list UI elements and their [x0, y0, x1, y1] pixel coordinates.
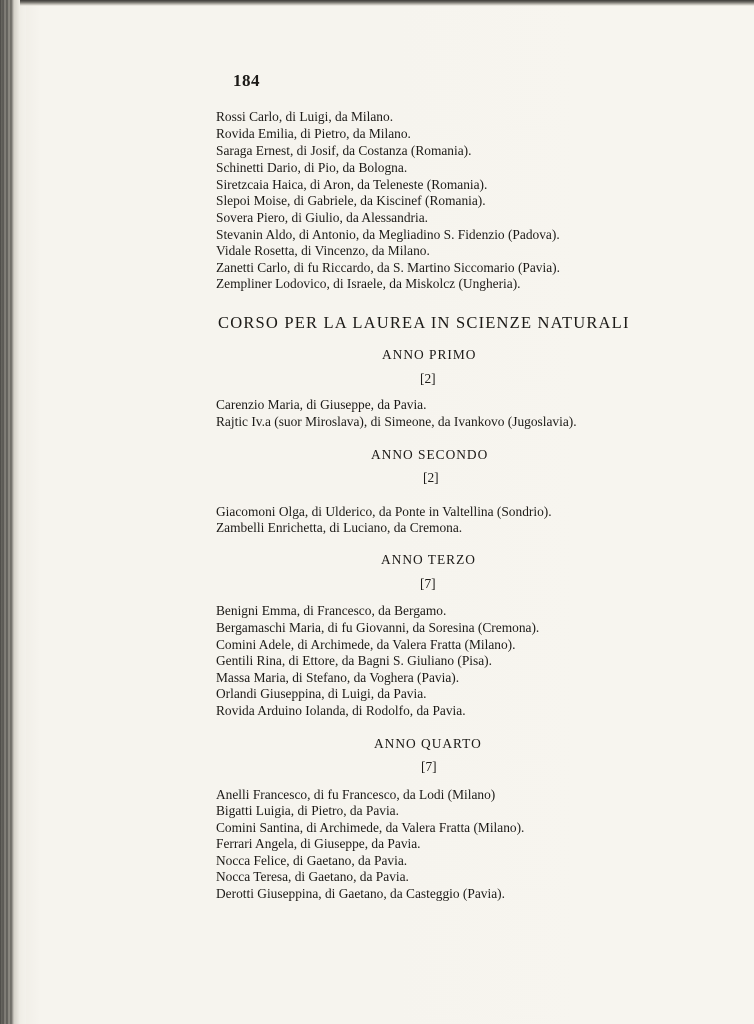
page-number: 184 — [233, 71, 260, 90]
page-top-edge — [20, 0, 754, 6]
list-item: Zambelli Enrichetta, di Luciano, da Cremona. — [216, 520, 463, 535]
list-item: Anelli Francesco, di fu Francesco, da Lodi (Milano) — [216, 787, 496, 802]
list-item: Gentili Rina, di Ettore, da Bagni S. Giuliano (Pisa). — [216, 653, 492, 668]
list-item: Bigatti Luigia, di Pietro, da Pavia. — [216, 803, 399, 818]
year-heading-secondo: ANNO SECONDO — [371, 447, 489, 462]
year-count-quarto: [7] — [421, 759, 437, 774]
list-item: Schinetti Dario, di Pio, da Bologna. — [216, 160, 408, 175]
year-count-terzo: [7] — [420, 576, 436, 591]
list-item: Massa Maria, di Stefano, da Voghera (Pavia). — [216, 670, 460, 685]
list-item: Vidale Rosetta, di Vincenzo, da Milano. — [216, 243, 430, 258]
list-item: Carenzio Maria, di Giuseppe, da Pavia. — [216, 397, 427, 412]
list-item: Comini Santina, di Archimede, da Valera Fratta (Milano). — [216, 820, 525, 835]
list-item: Rovida Emilia, di Pietro, da Milano. — [216, 126, 411, 141]
year-heading-terzo: ANNO TERZO — [381, 552, 476, 567]
year-heading-quarto: ANNO QUARTO — [374, 736, 482, 751]
year-count-primo: [2] — [420, 371, 436, 386]
list-item: Rajtic Iv.a (suor Miroslava), di Simeone, da Ivankovo (Jugoslavia). — [216, 414, 577, 429]
list-item: Stevanin Aldo, di Antonio, da Megliadino S. Fidenzio (Padova). — [216, 227, 560, 242]
list-item: Giacomoni Olga, di Ulderico, da Ponte in Valtellina (Sondrio). — [216, 504, 552, 519]
list-item: Siretzcaia Haica, di Aron, da Teleneste (Romania). — [216, 177, 488, 192]
list-item: Zanetti Carlo, di fu Riccardo, da S. Martino Siccomario (Pavia). — [216, 260, 560, 275]
list-item: Derotti Giuseppina, di Gaetano, da Casteggio (Pavia). — [216, 886, 505, 901]
section-title: CORSO PER LA LAUREA IN SCIENZE NATURALI — [218, 313, 630, 332]
list-item: Ferrari Angela, di Giuseppe, da Pavia. — [216, 836, 421, 851]
list-item: Orlandi Giuseppina, di Luigi, da Pavia. — [216, 686, 427, 701]
year-heading-primo: ANNO PRIMO — [382, 347, 477, 362]
year-count-secondo: [2] — [423, 470, 439, 485]
list-item: Nocca Teresa, di Gaetano, da Pavia. — [216, 869, 409, 884]
list-item: Rossi Carlo, di Luigi, da Milano. — [216, 109, 394, 124]
list-item: Saraga Ernest, di Josif, da Costanza (Romania). — [216, 143, 472, 158]
list-item: Slepoi Moise, di Gabriele, da Kiscinef (Romania). — [216, 193, 486, 208]
list-item: Zempliner Lodovico, di Israele, da Miskolcz (Ungheria). — [216, 276, 521, 291]
list-item: Bergamaschi Maria, di fu Giovanni, da Soresina (Cremona). — [216, 620, 540, 635]
list-item: Comini Adele, di Archimede, da Valera Fratta (Milano). — [216, 637, 516, 652]
list-item: Sovera Piero, di Giulio, da Alessandria. — [216, 210, 428, 225]
list-item: Benigni Emma, di Francesco, da Bergamo. — [216, 603, 447, 618]
list-item: Rovida Arduino Iolanda, di Rodolfo, da Pavia. — [216, 703, 466, 718]
list-item: Nocca Felice, di Gaetano, da Pavia. — [216, 853, 408, 868]
book-binding-edge — [0, 0, 26, 1024]
